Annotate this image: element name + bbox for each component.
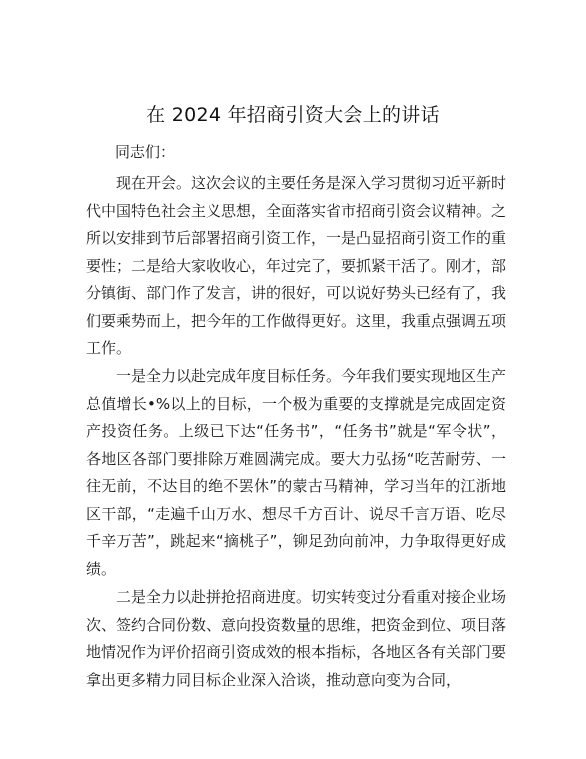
page-title: 在 2024 年招商引资大会上的讲话	[146, 104, 440, 126]
paragraph-intro: 现在开会。这次会议的主要任务是深入学习贯彻习近平新时代中国特色社会主义思想，全面落实省市招商引资会议精神。之所以安排到节后部署招商引资工作，一是凸显招商引资工作的重要性；二是给大家收收心，年过完了，要抓紧干活了。刚才，部分镇街、部门作了发言，讲的很好，可以说好势头已经有了，我们要乘势而上，把今年的工作做得更好。这里，我重点强调五项工作。	[86, 174, 507, 357]
paragraph-task-one: 一是全力以赴完成年度目标任务。今年我们要实现地区生产总值增长•%以上的目标，一个极为重要的支撑就是完成固定资产投资任务。上级已下达“任务书”，“任务书”就是“军令状”，各地区各部门要排除万难圆满完成。要大力弘扬“吃苦耐劳、一往无前，不达目的绝不罢休”的蒙古马精神，学习当年的江浙地区干部，“走遍千山万水、想尽千方百计、说尽千言万语、吃尽千辛万苦”，跳起来“摘桃子”，铆足劲向前冲，力争取得更好成绩。	[86, 367, 507, 578]
paragraph-task-two: 二是全力以赴拼抢招商进度。切实转变过分看重对接企业场次、签约合同份数、意向投资数量的思维，把资金到位、项目落地情况作为评价招商引资成效的根本指标，各地区各有关部门要拿出更多精力同目标企业深入洽谈，推动意向变为合同，	[86, 588, 507, 689]
salutation: 同志们：	[115, 143, 176, 161]
